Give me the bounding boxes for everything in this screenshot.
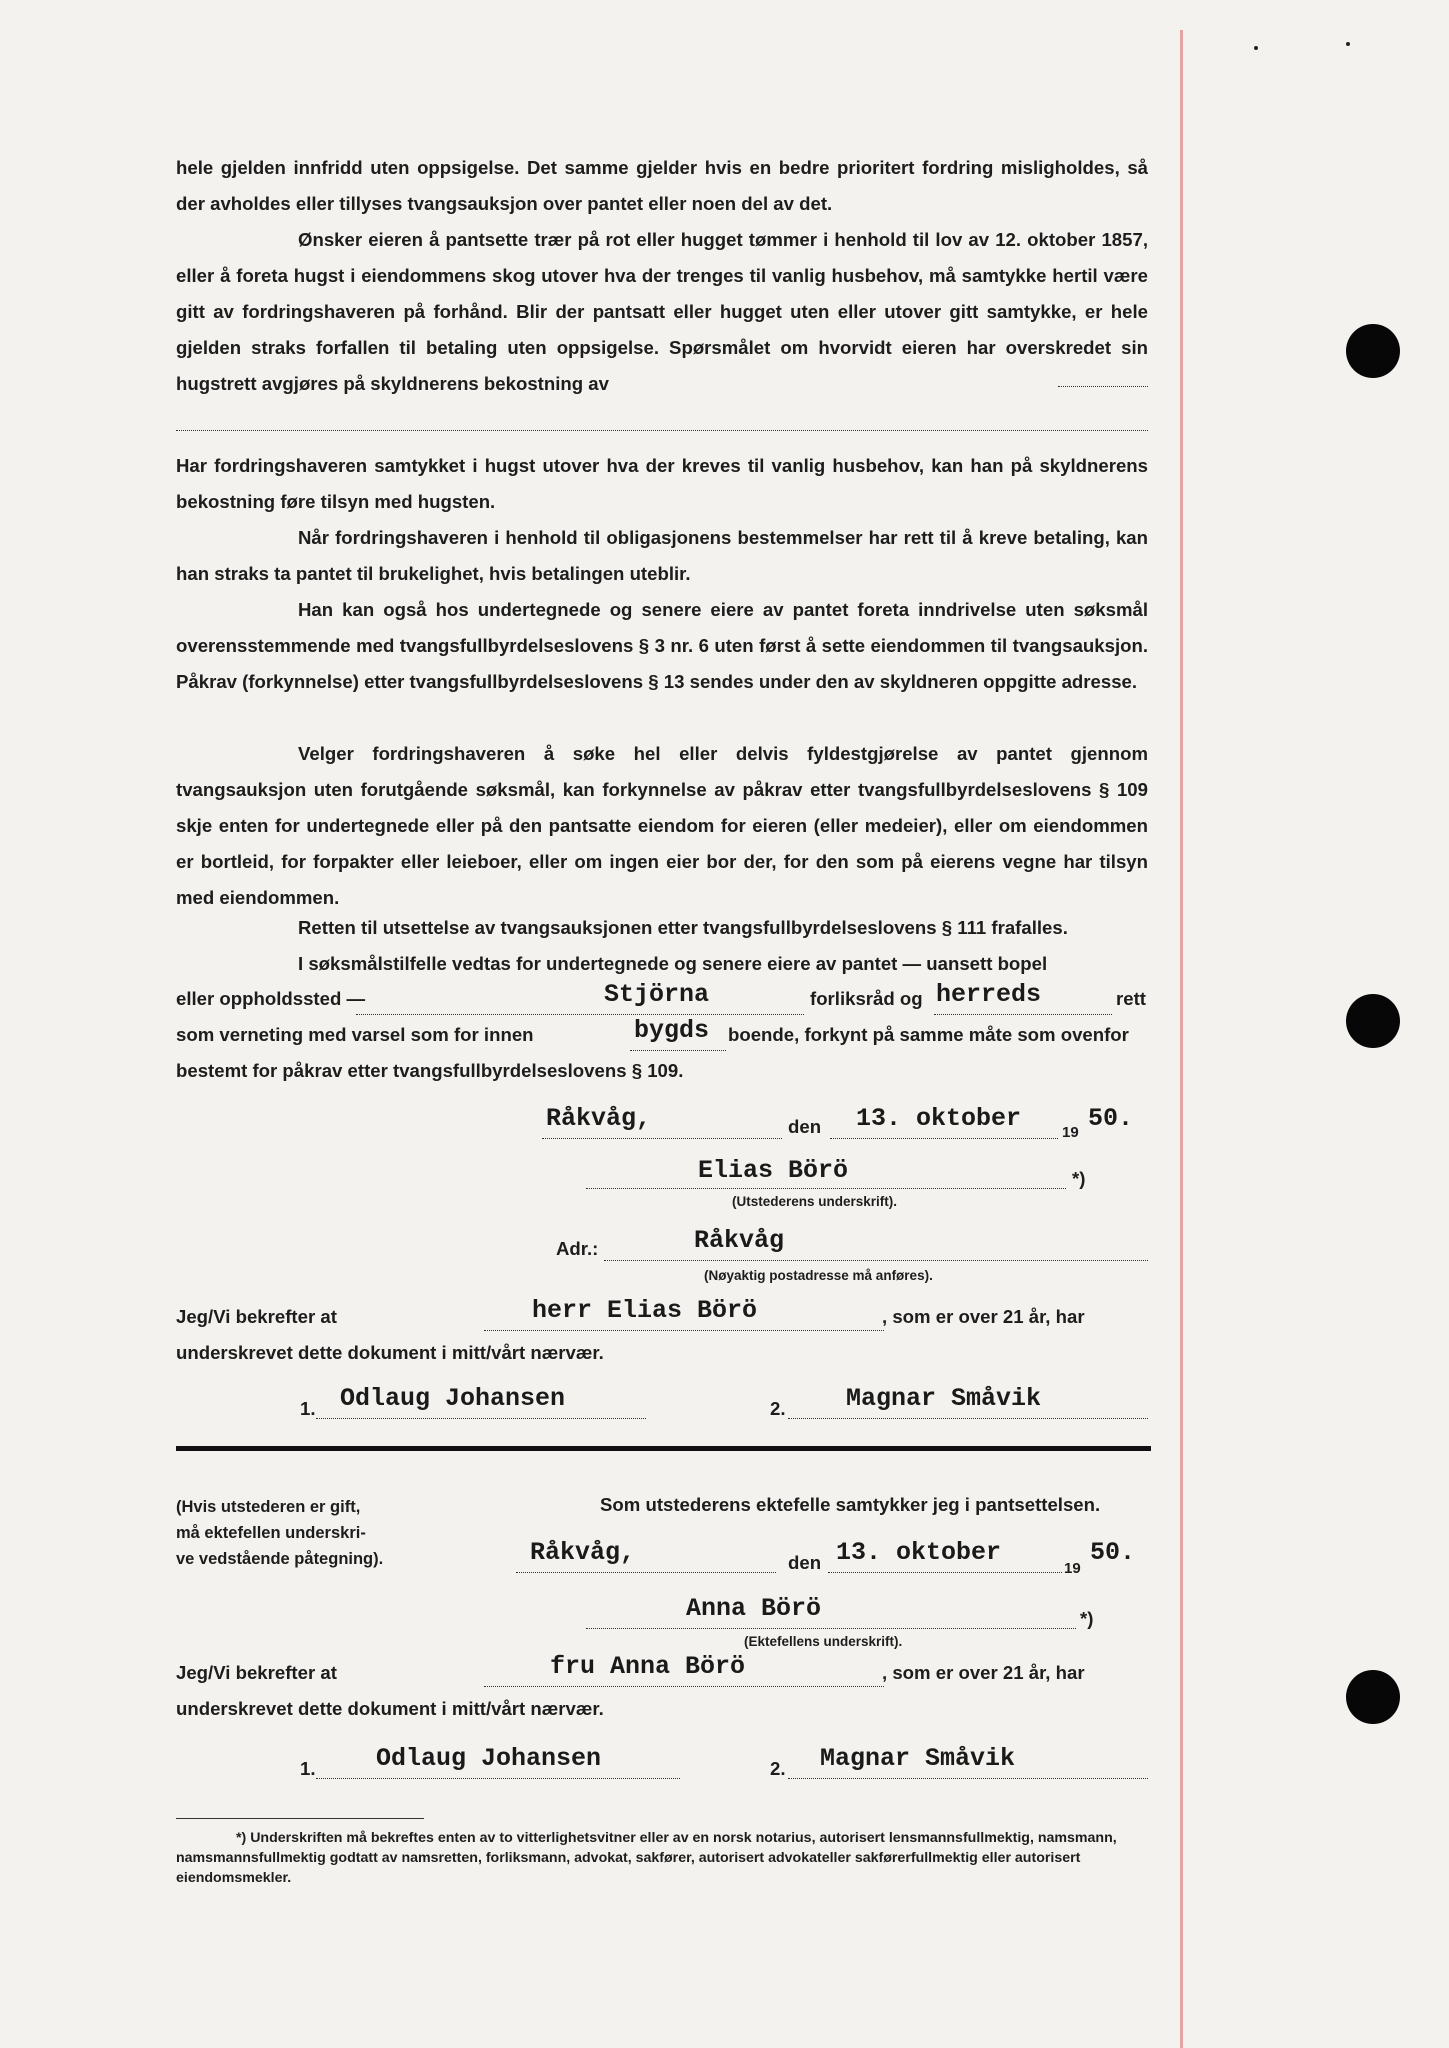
fill-line	[1058, 386, 1148, 387]
den-label: den	[788, 1116, 822, 1137]
punch-hole	[1346, 1670, 1400, 1724]
paragraph: hele gjelden innfridd uten oppsigelse. Det samme gjelder hvis en bedre prioritert fordring misligholdes, så der avholdes eller tillyses tvangsauksjon over pantet eller noen del av det.	[176, 157, 1148, 214]
margin-line	[1180, 30, 1183, 2048]
fill-line	[630, 1050, 726, 1051]
spouse-year: 50.	[1090, 1538, 1136, 1567]
paragraph: Retten til utsettelse av tvangsauksjonen etter tvangsfullbyrdelseslovens § 111 frafalles.	[298, 917, 1068, 938]
address-caption: (Nøyaktig postadresse må anføres).	[704, 1268, 933, 1283]
witness-2: Magnar Småvik	[846, 1384, 1042, 1413]
witness-number: 1.	[300, 1758, 316, 1779]
witness-2: Magnar Småvik	[820, 1744, 1016, 1773]
footnote-separator	[176, 1818, 424, 1819]
venue-text: bestemt for påkrav etter tvangsfullbyrdelseslovens § 109.	[176, 1060, 684, 1081]
issue-year: 50.	[1088, 1104, 1134, 1133]
venue-court: herreds	[936, 980, 1042, 1009]
fill-line	[516, 1572, 776, 1573]
fill-line	[828, 1572, 1062, 1573]
speck	[1254, 46, 1258, 50]
spouse-note: ve vedstående påtegning).	[176, 1550, 384, 1568]
signature-caption: (Ektefellens underskrift).	[744, 1634, 903, 1649]
venue-text: rett	[1116, 988, 1146, 1009]
fill-line	[830, 1138, 1058, 1139]
year-prefix: 19	[1062, 1124, 1079, 1141]
confirm-text: underskrevet dette dokument i mitt/vårt nærvær.	[176, 1698, 604, 1719]
signature-line	[586, 1628, 1076, 1629]
footnote: *) Underskriften må bekreftes enten av to vitterlighetsvitner eller av en norsk notarius, autorisert lensmannsfullmektig, namsmann, namsmannsfullmektig godtatt av namsretten, forliksmann, advokat, sakfører, autorisert advokateller sakførerfullmektig eller autorisert eiendomsmekler.	[176, 1830, 1117, 1886]
signature-line	[316, 1418, 646, 1419]
paragraph: I søksmålstilfelle vedtas for undertegnede og senere eiere av pantet — uansett bopel	[298, 953, 1048, 974]
venue-area: bygds	[634, 1016, 710, 1045]
spouse-date: 13. oktober	[836, 1538, 1002, 1567]
address-label: Adr.:	[556, 1238, 599, 1259]
paragraph: Han kan også hos undertegnede og senere eiere av pantet foreta inndrivelse uten søksmål overensstemmende med tvangsfullbyrdelseslovens § 3 nr. 6 uten først å sette eiendommen til tvangsauksjon. Påkrav (forkynnelse) etter tvangsfullbyrdelseslovens § 13 sendes under den av skyldneren oppgitte adresse.	[176, 599, 1148, 692]
witness-number: 2.	[770, 1758, 786, 1779]
confirm-text: , som er over 21 år, har	[882, 1662, 1085, 1683]
signature-line	[788, 1778, 1148, 1779]
venue-text: boende, forkynt på samme måte som ovenfor	[728, 1024, 1129, 1045]
punch-hole	[1346, 324, 1400, 378]
signature-caption: (Utstederens underskrift).	[732, 1194, 898, 1209]
venue-text: som verneting med varsel som for innen	[176, 1024, 534, 1045]
section-rule	[176, 1446, 1151, 1451]
spouse-note: må ektefellen underskri-	[176, 1524, 366, 1542]
confirm-name: herr Elias Börö	[532, 1296, 758, 1325]
spouse-consent: Som utstederens ektefelle samtykker jeg i pantsettelsen.	[600, 1494, 1101, 1515]
fill-line	[484, 1330, 884, 1331]
fill-line	[604, 1260, 1148, 1261]
paragraph: Ønsker eieren å pantsette trær på rot eller hugget tømmer i henhold til lov av 12. oktober 1857, eller å foreta hugst i eiendommens skog utover hva der trenges til vanlig husbehov, må samtykke hertil være gitt av fordringshaveren på forhånd. Blir der pantsatt eller hugget uten eller utover gitt samtykke, er hele gjelden straks forfallen til betaling uten oppsigelse. Spørsmålet om hvorvidt eieren har overskredet sin hugstrett avgjøres på skyldnerens bekostning av	[176, 229, 1148, 394]
issuer-signature: Elias Börö	[698, 1156, 849, 1185]
spouse-signature: Anna Börö	[686, 1594, 822, 1623]
den-label: den	[788, 1552, 822, 1573]
witness-1: Odlaug Johansen	[340, 1384, 566, 1413]
issuer-address: Råkvåg	[694, 1226, 785, 1255]
spouse-place: Råkvåg,	[530, 1538, 636, 1567]
speck	[1346, 42, 1350, 46]
footnote-mark: *)	[1080, 1608, 1094, 1629]
fill-line	[356, 1014, 804, 1015]
issue-place: Råkvåg,	[546, 1104, 652, 1133]
confirm-text: Jeg/Vi bekrefter at	[176, 1662, 337, 1683]
confirm-text: underskrevet dette dokument i mitt/vårt nærvær.	[176, 1342, 604, 1363]
paragraph: Har fordringshaveren samtykket i hugst utover hva der kreves til vanlig husbehov, kan han på skyldnerens bekostning føre tilsyn med hugsten.	[176, 455, 1148, 512]
venue-text: forliksråd og	[810, 988, 923, 1009]
year-prefix: 19	[1064, 1560, 1081, 1577]
spouse-note: (Hvis utstederen er gift,	[176, 1498, 361, 1516]
witness-number: 1.	[300, 1398, 316, 1419]
witness-number: 2.	[770, 1398, 786, 1419]
issue-date: 13. oktober	[856, 1104, 1022, 1133]
confirm-text: , som er over 21 år, har	[882, 1306, 1085, 1327]
footnote-mark: *)	[1072, 1168, 1086, 1189]
signature-line	[586, 1188, 1066, 1189]
confirm-name: fru Anna Börö	[550, 1652, 746, 1681]
fill-line	[934, 1014, 1112, 1015]
paragraph: Velger fordringshaveren å søke hel eller delvis fyldestgjørelse av pantet gjennom tvangsauksjon uten forutgående søksmål, kan forkynnelse av påkrav etter tvangsfullbyrdelseslovens § 109 skje enten for undertegnede eller på den pantsatte eiendom for eieren (eller medeier), eller om eiendommen er bortleid, for forpakter eller leieboer, eller om ingen eier bor der, for den som på eierens vegne har tilsyn med eiendommen.	[176, 743, 1148, 908]
venue-place: Stjörna	[604, 980, 710, 1009]
punch-hole	[1346, 994, 1400, 1048]
fill-line	[484, 1686, 884, 1687]
signature-line	[316, 1778, 680, 1779]
paragraph: Når fordringshaveren i henhold til obligasjonens bestemmelser har rett til å kreve betaling, kan han straks ta pantet til brukelighet, hvis betalingen uteblir.	[176, 527, 1148, 584]
fill-line	[542, 1138, 782, 1139]
fill-line	[176, 430, 1148, 431]
signature-line	[788, 1418, 1148, 1419]
venue-text: eller oppholdssted —	[176, 988, 366, 1009]
witness-1: Odlaug Johansen	[376, 1744, 602, 1773]
confirm-text: Jeg/Vi bekrefter at	[176, 1306, 337, 1327]
